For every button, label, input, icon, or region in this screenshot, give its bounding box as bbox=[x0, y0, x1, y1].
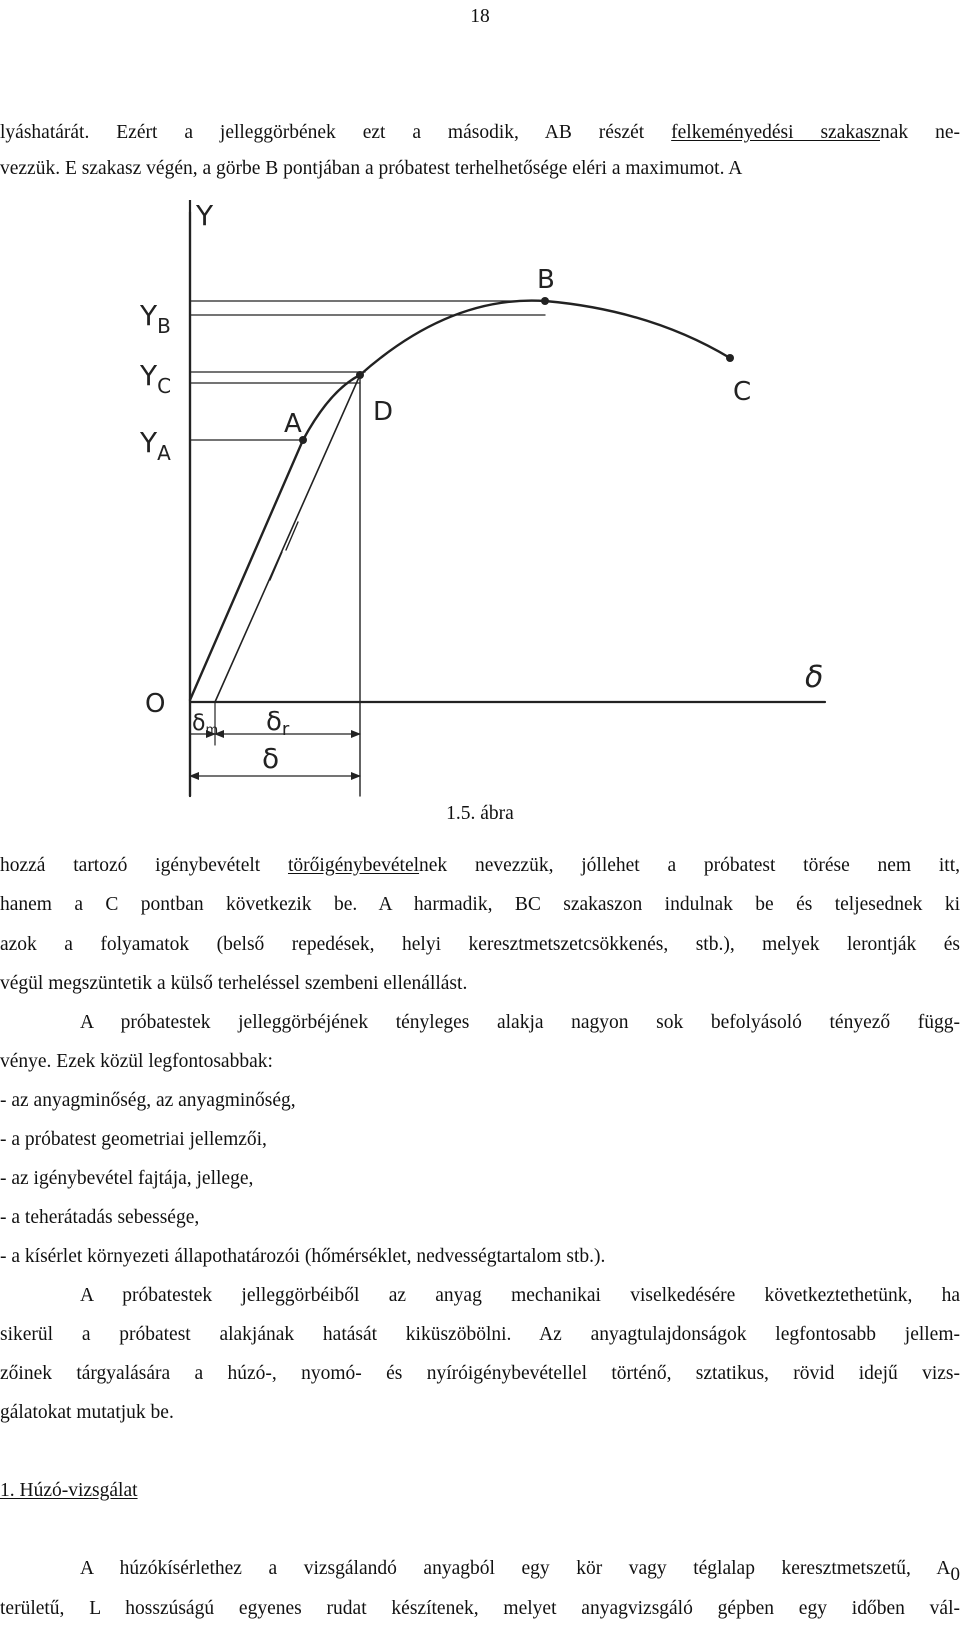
factor-list-item: - az anyagminőség, az anyagminőség, bbox=[0, 1090, 296, 1111]
para2-line2: hanem a C pontban következik be. A harmadik, BC szakaszon indulnak be és teljesednek ki bbox=[0, 894, 960, 915]
delta-axis-label: δ bbox=[805, 660, 824, 695]
ya-label: $Y_A$ bbox=[140, 426, 171, 465]
para4-line3: zőinek tárgyalására a húzó-, nyomó- és nyíróigénybevétellel történő, sztatikus, rövid idejű vizs- bbox=[0, 1363, 960, 1384]
para4-line2: sikerül a próbatest alakjának hatását kiküszöbölni. Az anyagtulajdonságok legfontosabb jellem- bbox=[0, 1324, 960, 1345]
yc-label: $Y_C$ bbox=[140, 359, 172, 398]
para1-line2: vezzük. E szakasz végén, a görbe B pontjában a próbatest terhelhetősége eléri a maximumot. A bbox=[0, 158, 743, 179]
para1-line1-pre: lyáshatárát. Ezért a jelleggörbének ezt a második, AB részét bbox=[0, 122, 672, 143]
point-d-marker bbox=[356, 371, 364, 379]
unload-arrow bbox=[270, 552, 282, 580]
para4-line4: gálatokat mutatjuk be. bbox=[0, 1402, 174, 1423]
para4-line1: A próbatestek jelleggörbéiből az anyag mechanikai viselkedésére következtethetünk, ha bbox=[80, 1285, 960, 1306]
para5-line2: területű, L hosszúságú egyenes rudat készítenek, melyet anyagvizsgáló gépben egy időben vál- bbox=[0, 1598, 960, 1619]
origin-label: O bbox=[145, 689, 166, 719]
point-c-marker bbox=[726, 354, 734, 362]
area-subscript: 0 bbox=[950, 1564, 960, 1585]
para3-line1: A próbatestek jelleggörbéjének tényleges alakja nagyon sok befolyásoló tényező függ- bbox=[80, 1012, 960, 1033]
point-c-label: C bbox=[733, 377, 752, 407]
point-b-marker bbox=[541, 297, 549, 305]
para5-line1-text: A húzókísérlethez a vizsgálandó anyagból egy kör vagy téglalap keresztmetszetű, A bbox=[80, 1558, 951, 1579]
section-heading: 1. Húzó-vizsgálat bbox=[0, 1480, 138, 1501]
para1-line1-post: nak ne- bbox=[880, 122, 960, 143]
point-b-label: B bbox=[537, 265, 555, 295]
para2-line1-post: nek nevezzük, jóllehet a próbatest törése nem itt, bbox=[419, 855, 960, 876]
figure-caption: 1.5. ábra bbox=[446, 803, 514, 824]
delta-total-label: δ bbox=[262, 742, 280, 775]
factor-list-item: - a próbatest geometriai jellemzői, bbox=[0, 1129, 267, 1150]
load-curve bbox=[190, 301, 730, 700]
point-a-label: A bbox=[284, 409, 302, 439]
delta-m-label: δm bbox=[192, 711, 219, 738]
yb-label: $Y_B$ bbox=[140, 299, 171, 338]
para2-line1-pre: hozzá tartozó igénybevételt bbox=[0, 855, 288, 876]
para3-line2: vénye. Ezek közül legfontosabbak: bbox=[0, 1051, 273, 1072]
para1-line1 bbox=[0, 121, 960, 145]
delta-r-label: δr bbox=[266, 707, 290, 740]
term-hardening-section: felkeményedési szakasz bbox=[671, 122, 880, 143]
page-number: 18 bbox=[470, 6, 490, 27]
factor-list-item: - az igénybevétel fajtája, jellege, bbox=[0, 1168, 254, 1189]
factor-list-item: - a teherátadás sebessége, bbox=[0, 1207, 200, 1228]
para2-line1 bbox=[0, 854, 960, 878]
point-d-label: D bbox=[373, 397, 394, 427]
stress-strain-figure bbox=[0, 200, 960, 800]
para2-line3: azok a folyamatok (belső repedések, helyi keresztmetszetcsökkenés, stb.), melyek lerontják és bbox=[0, 934, 960, 955]
para2-line4: végül megszüntetik a külső terheléssel szembeni ellenállást. bbox=[0, 973, 468, 994]
term-breaking-load: törőigénybevétel bbox=[287, 855, 420, 876]
para5-line1 bbox=[80, 1557, 960, 1587]
factor-list-item: - a kísérlet környezeti állapothatározói (hőmérséklet, nedvességtartalom stb.). bbox=[0, 1246, 606, 1267]
y-axis-label: Y bbox=[196, 200, 214, 232]
